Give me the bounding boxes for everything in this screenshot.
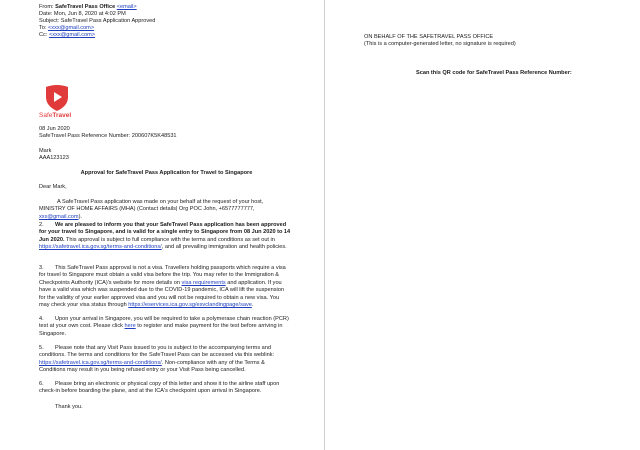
letter-date: 08 Jun 2020 — [39, 126, 70, 132]
email-cc: Cc: <xxx@gmail.com> — [39, 32, 96, 38]
to-email-link[interactable]: <xxx@gmail.com> — [48, 25, 95, 31]
pcr-register-link[interactable]: here — [124, 323, 136, 330]
on-behalf-line: ON BEHALF OF THE SAFETRAVEL PASS OFFICE — [364, 34, 494, 40]
paragraph-3: 3. This SafeTravel Pass approval is not a visa. Travellers holding passports which require a visa for travel to Singapore must obtain a valid visa before the trip. You may refer to the Immigration & Checkpoints Authority (ICA)'s website for more details on visa requirements and application. If you have a valid visa which was suspended due to the COVID-19 pandemic, ICA will lift the suspension for the validity of your earlier approved visa and you will not be required to obtain a new visa. You may check your visa status through https://eservices.ica.gov.sg/esvclandingpage/save. — [39, 265, 286, 309]
email-header — [39, 4, 155, 39]
reference-number: SafeTravel Pass Reference Number: 200607K5K48531 — [39, 133, 177, 139]
from-email-link[interactable]: <email> — [116, 4, 137, 10]
paragraph-5: 5. Please note that any Visit Pass issued to you is subject to the accompanying terms and conditions. The terms and conditions for the SafeTravel Pass can be accessed via this weblink: https://safetravel.ica.gov.sg/terms-and-conditions/. Non-compliance with any of the Terms & Conditions may result in you being refused entry or your Visit Pass being cancelled. — [39, 345, 275, 374]
email-from: From: SafeTravel Pass Office <email> — [39, 4, 137, 10]
paragraph-1: A SafeTravel Pass application was made on your behalf at the request of your host, MINISTRY OF HOME AFFAIRS (MHA) (Contact details| Org POC John, +6577777777, xxx@gmail.com). — [39, 199, 264, 220]
logo-wordmark: SafeTravel — [39, 112, 72, 119]
letter-title: Approval for SafeTravel Pass Application for Travel to Singapore — [80, 170, 253, 176]
letter-page-right — [325, 0, 640, 450]
letter-meta — [39, 126, 294, 140]
recipient-name: Mark — [39, 148, 52, 154]
email-subject: Subject: SafeTravel Pass Application Approved — [39, 18, 156, 24]
cc-email-link[interactable]: <xxx@gmail.com> — [48, 32, 96, 38]
terms-link[interactable]: https://safetravel.ica.gov.sg/terms-and-conditions/ — [39, 244, 162, 251]
email-date: Date: Mon, Jun 8, 2020 at 4:02 PM — [39, 11, 126, 17]
paragraph-2: 2. We are pleased to inform you that your SafeTravel Pass application has been approved for your travel to Singapore, and is valid for a single entry to Singapore from 08 Jun 2020 to 14 Jun 2020. This approval is subject to full compliance with the terms and conditions as set out in https://safetravel.ica.gov.sg/terms-and-conditions/, and all prevailing immigration and health policies. — [39, 222, 291, 251]
recipient-id: AAA123123 — [39, 155, 69, 161]
terms-link-2[interactable]: https://safetravel.ica.gov.sg/terms-and-conditions/ — [39, 359, 162, 366]
salutation: Dear Mark, — [39, 184, 67, 190]
visa-status-link[interactable]: https://eservices.ica.gov.sg/esvclandingpage/save — [128, 302, 252, 309]
computer-generated-note: (This is a computer-generated letter, no signature is required) — [364, 41, 516, 47]
qr-code-label: Scan this QR code for SafeTravel Pass Reference Number: — [416, 70, 572, 76]
visa-requirements-link[interactable]: visa requirements — [181, 279, 226, 286]
paragraph-6: 6. Please bring an electronic or physical copy of this letter and show it to the airline staff upon check-in before boarding the plane, and at the ICA's checkpoint upon arrival in Singapore. — [39, 381, 280, 395]
recipient — [39, 148, 294, 162]
email-to: To: <xxx@gmail.com> — [39, 25, 95, 31]
closing: Thank you. — [55, 404, 83, 410]
host-email-link[interactable]: xxx@gmail.com — [39, 213, 79, 220]
paragraph-4: 4. Upon your arrival in Singapore, you will be required to take a polymerase chain reaction (PCR) test at your own cost. Please click here to register and make payment for the test before arriving in Singapore. — [39, 316, 289, 337]
safetravel-logo — [39, 84, 79, 120]
safetravel-shield-icon — [43, 84, 71, 111]
